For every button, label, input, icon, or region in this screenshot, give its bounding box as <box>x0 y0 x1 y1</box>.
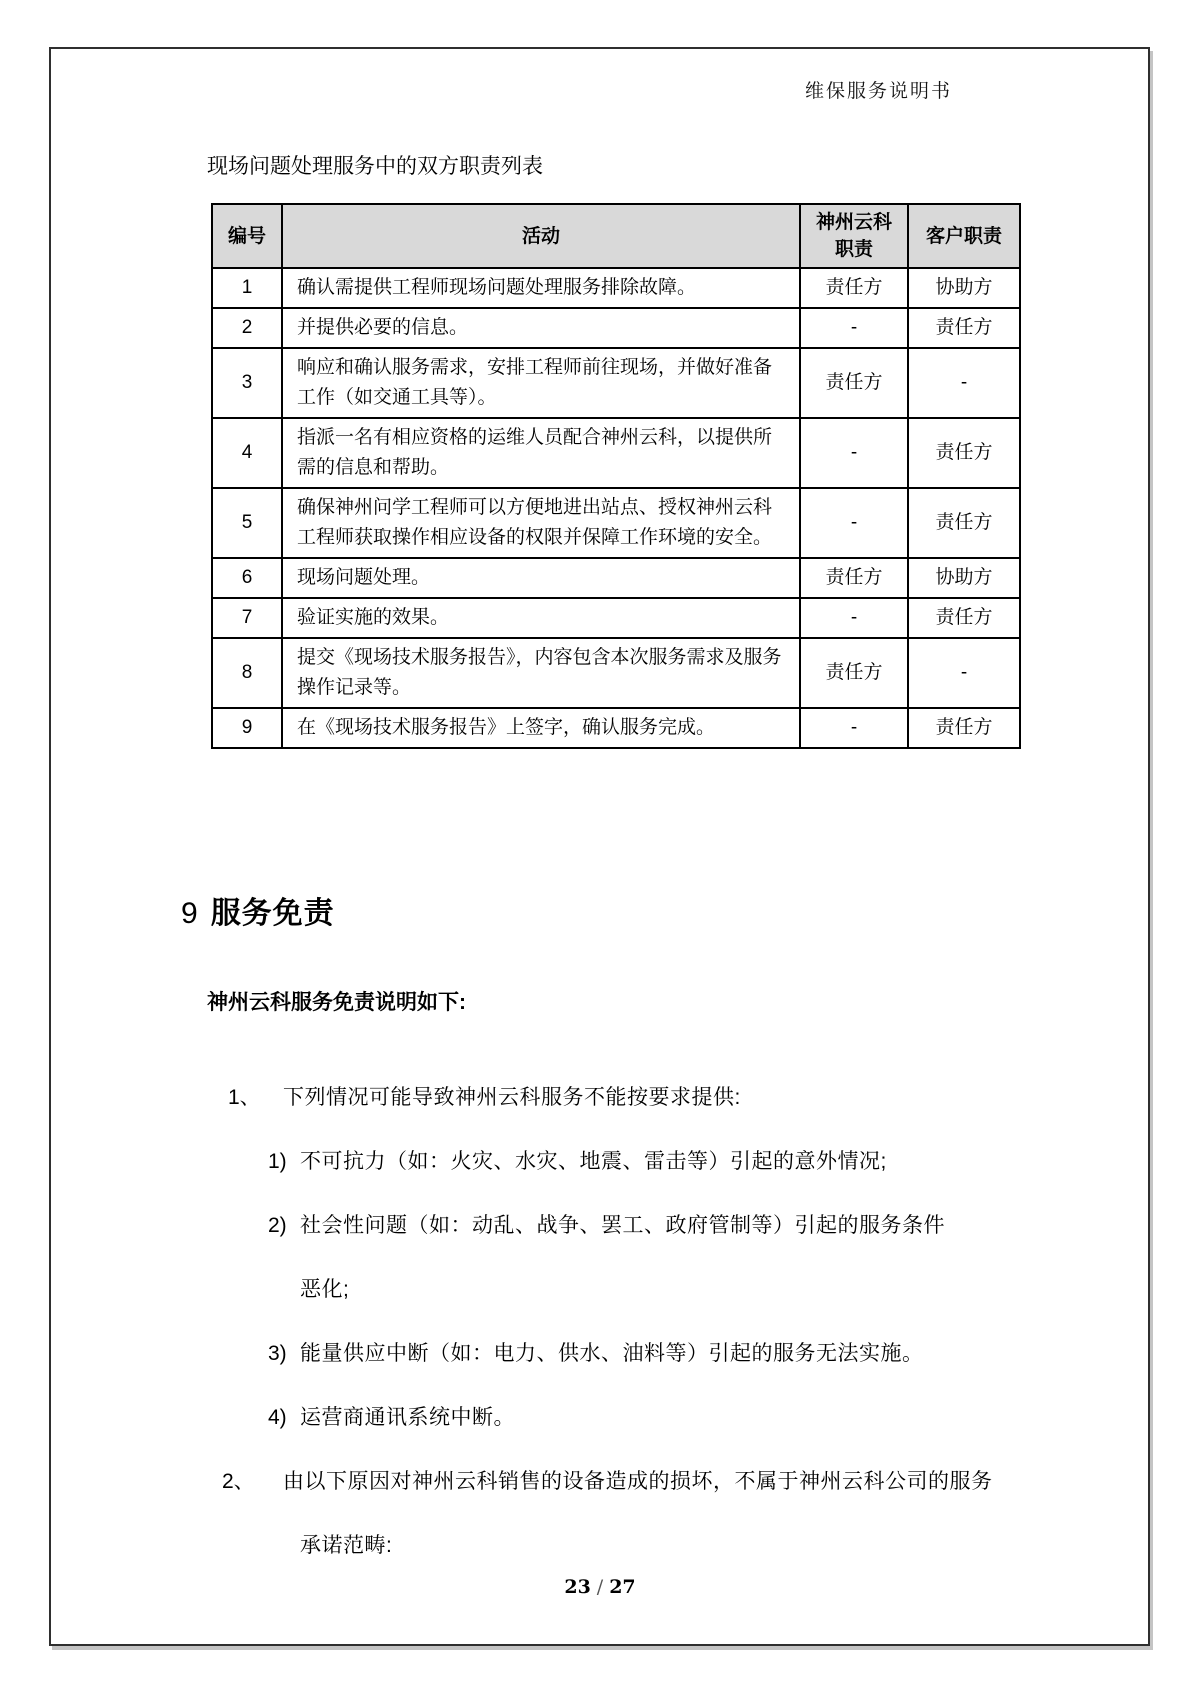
table-row <box>212 598 1020 638</box>
list-text: 下列情况可能导致神州云科服务不能按要求提供: <box>283 1086 741 1109</box>
cell-vendor-role: - <box>800 418 908 488</box>
page-number-total: 27 <box>609 1576 636 1598</box>
cell-activity: 确保神州问学工程师可以方便地进出站点、授权神州云科工程师获取操作相应设备的权限并保障工作环境的安全。 <box>282 488 800 558</box>
responsibility-table <box>211 203 1021 749</box>
cell-vendor-role: 责任方 <box>800 268 908 308</box>
cell-vendor-role: - <box>800 708 908 748</box>
table-row <box>212 348 1020 418</box>
col-header-vendor-line1: 神州云科 <box>815 212 892 233</box>
cell-no: 1 <box>212 268 282 308</box>
cell-customer-role: - <box>908 348 1020 418</box>
cell-vendor-role: 责任方 <box>800 638 908 708</box>
col-header-no: 编号 <box>212 204 282 268</box>
cell-vendor-role: - <box>800 308 908 348</box>
list-subitem-2-continuation <box>0 1258 1100 1322</box>
cell-customer-role: 责任方 <box>908 308 1020 348</box>
table-caption: 现场问题处理服务中的双方职责列表 <box>207 155 543 178</box>
list-text: 承诺范畴: <box>300 1534 393 1557</box>
table-row <box>212 558 1020 598</box>
section-title: 服务免责 <box>210 897 335 930</box>
table-row <box>212 308 1020 348</box>
table-row <box>212 488 1020 558</box>
list-item-2 <box>0 1450 1100 1514</box>
cell-no: 5 <box>212 488 282 558</box>
cell-activity: 提交《现场技术服务报告》，内容包含本次服务需求及服务操作记录等。 <box>282 638 800 708</box>
cell-vendor-role: - <box>800 488 908 558</box>
cell-no: 9 <box>212 708 282 748</box>
list-text: 运营商通讯系统中断。 <box>300 1406 515 1429</box>
col-header-vendor-line2: 职责 <box>834 239 873 260</box>
list-marker: 3) <box>268 1342 287 1365</box>
list-text: 不可抗力（如：火灾、水灾、地震、雷击等）引起的意外情况; <box>300 1150 887 1173</box>
disclaimer-list <box>0 1066 1100 1578</box>
cell-customer-role: 责任方 <box>908 418 1020 488</box>
table-row <box>212 708 1020 748</box>
list-text: 能量供应中断（如：电力、供水、油料等）引起的服务无法实施。 <box>300 1342 924 1365</box>
cell-vendor-role: 责任方 <box>800 558 908 598</box>
cell-customer-role: 责任方 <box>908 598 1020 638</box>
list-marker: 1) <box>268 1150 287 1173</box>
list-item-1 <box>0 1066 1100 1130</box>
cell-no: 6 <box>212 558 282 598</box>
cell-activity: 验证实施的效果。 <box>282 598 800 638</box>
cell-vendor-role: - <box>800 598 908 638</box>
section-heading <box>181 888 335 932</box>
doc-header-title: 维保服务说明书 <box>804 80 952 102</box>
list-text: 恶化; <box>300 1278 350 1301</box>
list-subitem-4 <box>0 1386 1100 1450</box>
list-subitem-1 <box>0 1130 1100 1194</box>
cell-no: 3 <box>212 348 282 418</box>
cell-customer-role: - <box>908 638 1020 708</box>
cell-customer-role: 责任方 <box>908 488 1020 558</box>
page-footer <box>0 1576 1200 1598</box>
cell-activity: 在《现场技术服务报告》上签字，确认服务完成。 <box>282 708 800 748</box>
disclaimer-lead: 神州云科服务免责说明如下: <box>207 991 466 1014</box>
list-marker: 4) <box>268 1406 287 1429</box>
list-subitem-3 <box>0 1322 1100 1386</box>
page-number-separator: / <box>596 1576 604 1598</box>
cell-no: 8 <box>212 638 282 708</box>
page-number-current: 23 <box>564 1576 591 1598</box>
cell-customer-role: 协助方 <box>908 268 1020 308</box>
table-header-row <box>212 204 1020 268</box>
cell-customer-role: 协助方 <box>908 558 1020 598</box>
cell-vendor-role: 责任方 <box>800 348 908 418</box>
cell-no: 4 <box>212 418 282 488</box>
col-header-activity: 活动 <box>282 204 800 268</box>
table-row <box>212 418 1020 488</box>
col-header-vendor <box>800 204 908 268</box>
list-subitem-2 <box>0 1194 1100 1258</box>
col-header-customer: 客户职责 <box>908 204 1020 268</box>
section-number: 9 <box>181 897 198 930</box>
cell-activity: 确认需提供工程师现场问题处理服务排除故障。 <box>282 268 800 308</box>
cell-activity: 响应和确认服务需求，安排工程师前往现场，并做好准备工作（如交通工具等）。 <box>282 348 800 418</box>
cell-customer-role: 责任方 <box>908 708 1020 748</box>
cell-activity: 现场问题处理。 <box>282 558 800 598</box>
cell-no: 7 <box>212 598 282 638</box>
table-row <box>212 638 1020 708</box>
list-item-2-continuation <box>0 1514 1100 1578</box>
list-marker: 2) <box>268 1214 287 1237</box>
table-row <box>212 268 1020 308</box>
list-text: 由以下原因对神州云科销售的设备造成的损坏，不属于神州云科公司的服务 <box>283 1470 993 1493</box>
list-marker: 2、 <box>222 1470 255 1493</box>
list-text: 社会性问题（如：动乱、战争、罢工、政府管制等）引起的服务条件 <box>300 1214 945 1237</box>
cell-activity: 指派一名有相应资格的运维人员配合神州云科，以提供所需的信息和帮助。 <box>282 418 800 488</box>
cell-activity: 并提供必要的信息。 <box>282 308 800 348</box>
list-marker: 1、 <box>228 1086 261 1109</box>
cell-no: 2 <box>212 308 282 348</box>
